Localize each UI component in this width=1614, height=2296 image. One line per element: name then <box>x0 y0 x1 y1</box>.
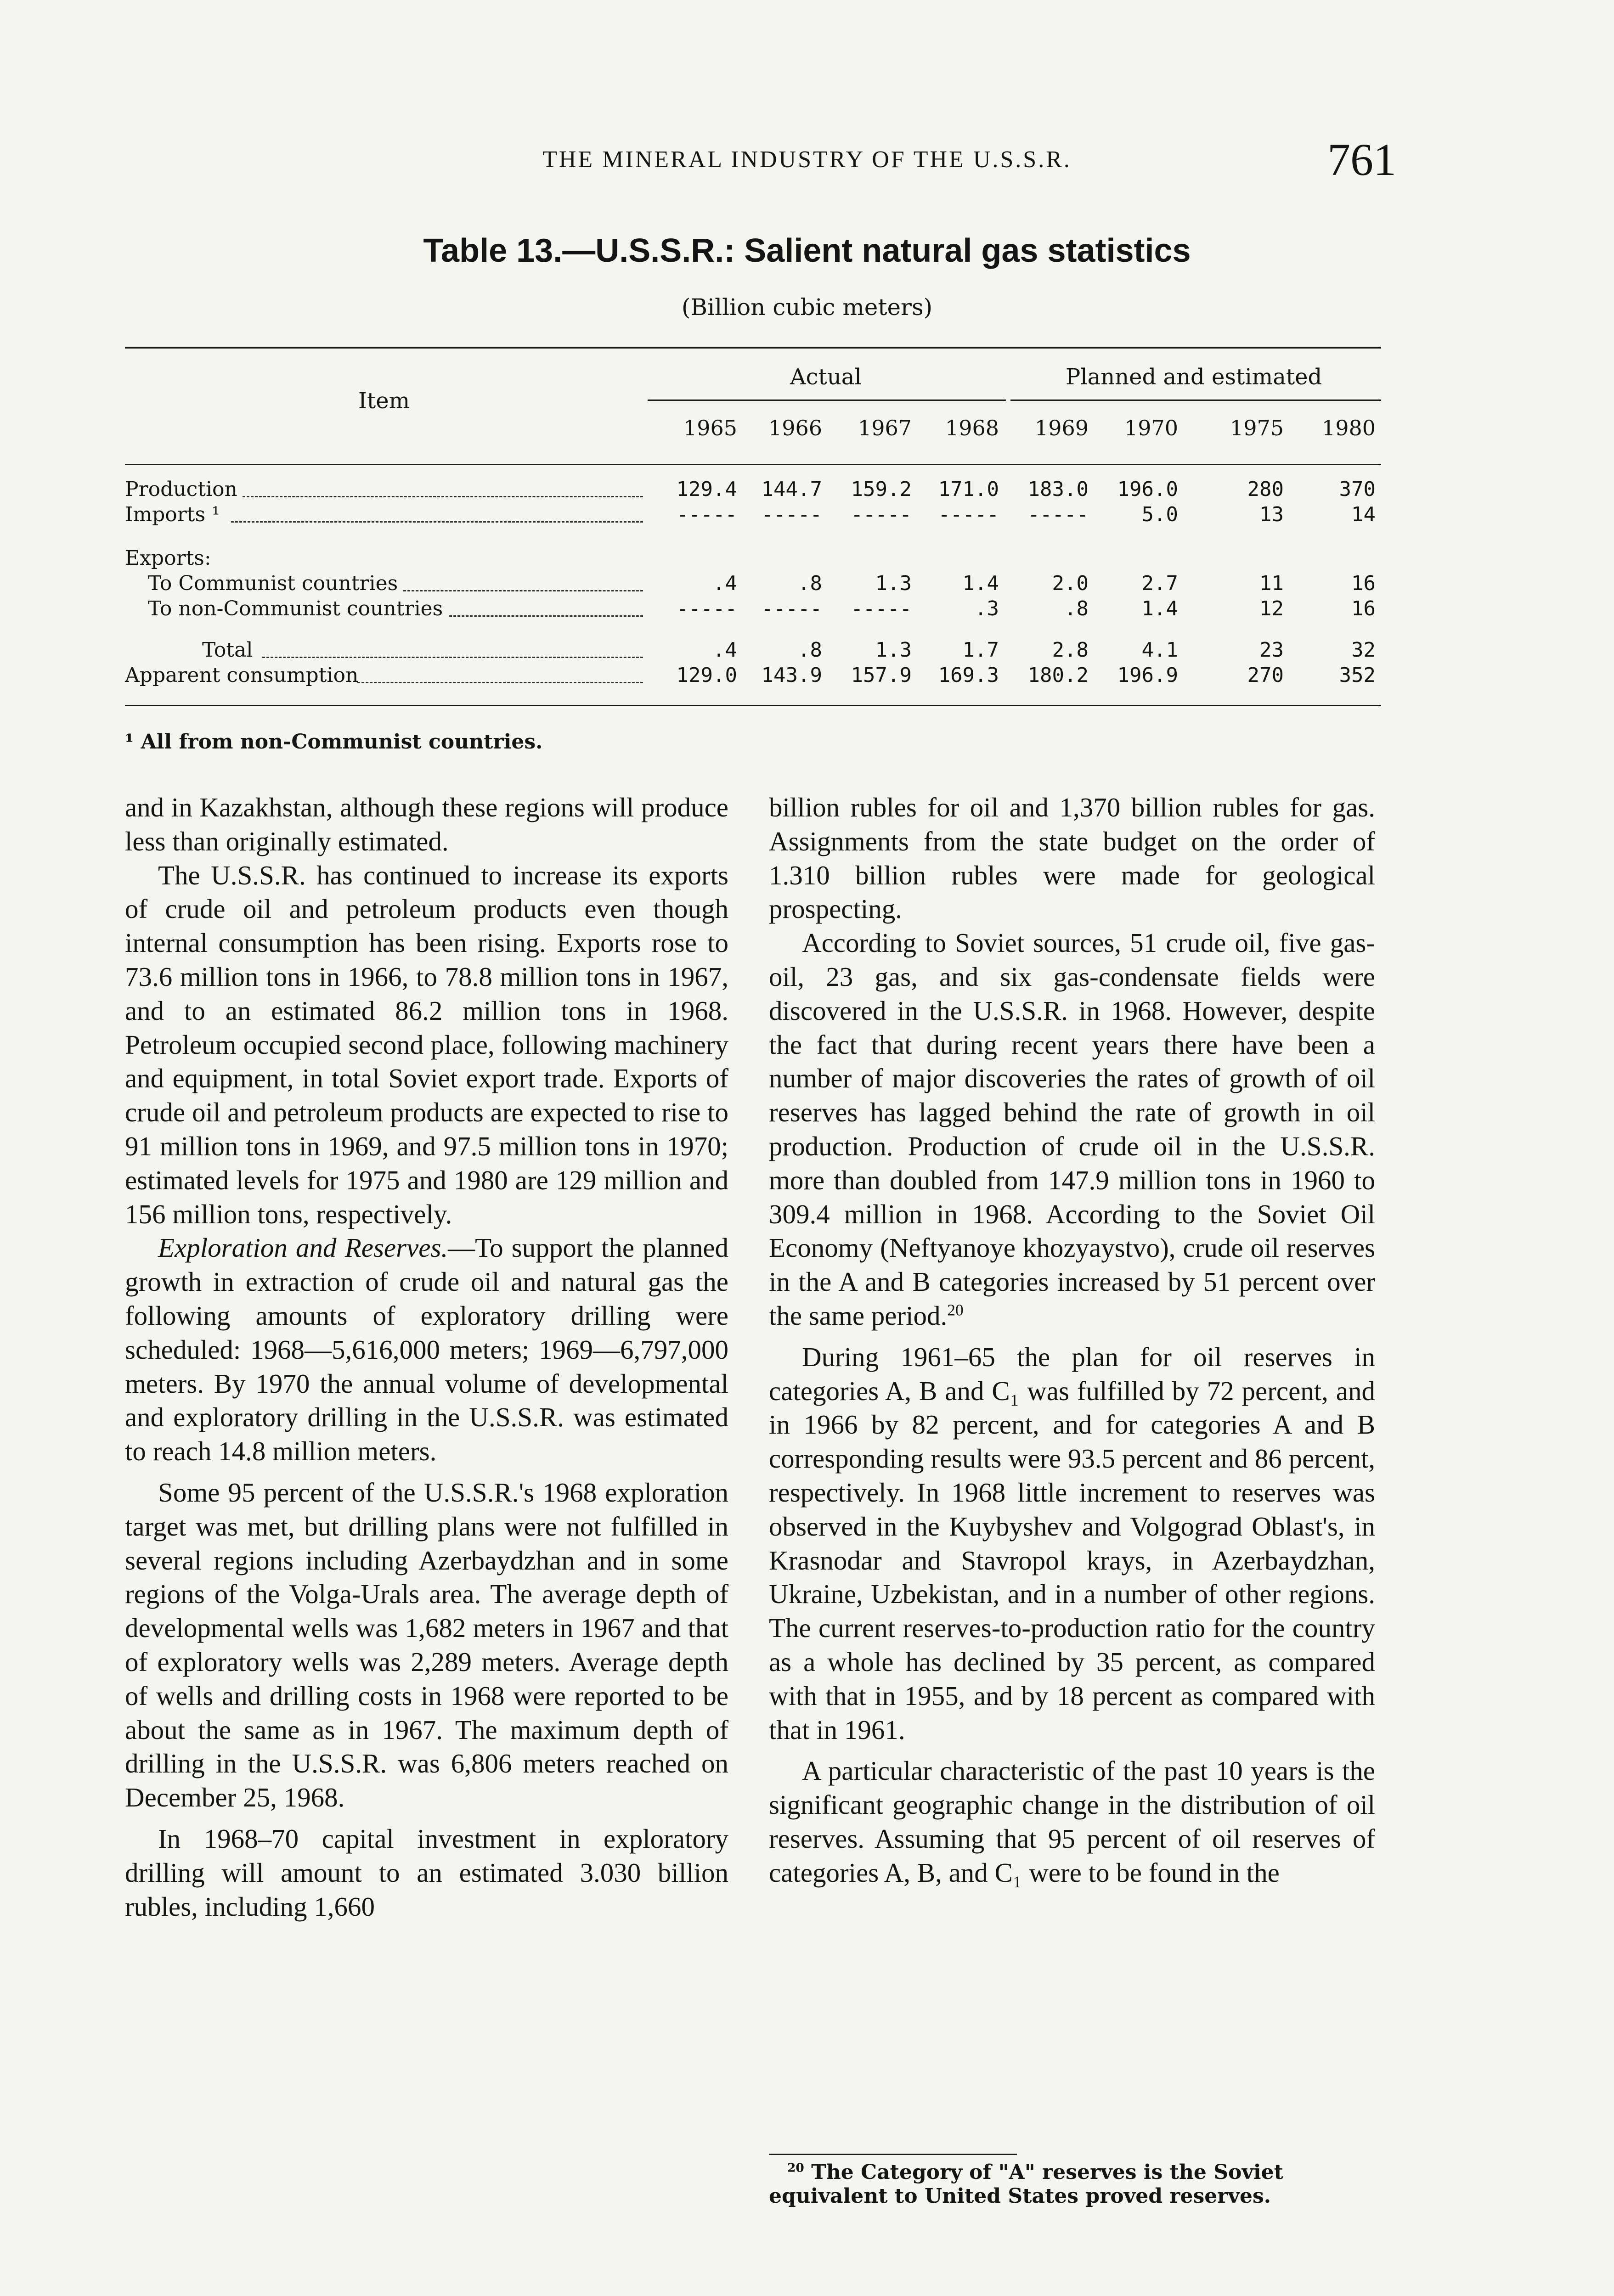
header-bottom-rule <box>125 464 1381 465</box>
paragraph <box>769 926 1375 1333</box>
table-cell: 196.0 <box>1117 478 1178 501</box>
paragraph: During 1961–65 the plan for oil reserves in categories A, B and C₁ was fulfilled by 72 percent, and in 1966 by 82 percent, and for categories A and B corresponding results were 93.5 percent and 86 percent, respectively. In 1968 little increment to reserves was observed in the Kuybyshev and Volgograd Oblast's, in Krasnodar and Stavropol krays, in Azerbaydzhan, Ukraine, Uzbekistan, and in a number of other regions. The current reserves-to-production ratio for the country as a whole has declined by 35 percent, as compared with that in 1955, and by 18 percent as compared with that in 1961. <box>769 1341 1375 1745</box>
page-footnote <box>769 2161 1375 2208</box>
table-cell: .3 <box>975 597 999 620</box>
running-head: THE MINERAL INDUSTRY OF THE U.S.S.R. <box>542 146 1072 173</box>
year-header: 1975 <box>1230 416 1284 440</box>
table-cell: 4.1 <box>1141 638 1178 662</box>
table-subtitle: (Billion cubic meters) <box>681 294 933 321</box>
table-cell: 1.4 <box>1141 597 1178 620</box>
table-cell: 129.0 <box>676 664 737 687</box>
table-top-rule <box>125 347 1381 349</box>
table-cell: 2.8 <box>1052 638 1089 662</box>
table-cell: .4 <box>713 572 737 595</box>
table-cell: 1.3 <box>875 572 912 595</box>
table-cell: 13 <box>1259 503 1284 526</box>
table-cell: 16 <box>1351 597 1376 620</box>
row-leader <box>231 521 643 523</box>
table-cell: 370 <box>1339 478 1376 501</box>
table-cell: 11 <box>1259 572 1284 595</box>
table-cell: 144.7 <box>761 478 822 501</box>
table-cell: ----- <box>676 597 737 620</box>
table-cell: .8 <box>1064 597 1089 620</box>
table-cell: 1.4 <box>962 572 999 595</box>
table-cell: ----- <box>938 503 999 526</box>
row-leader <box>403 590 643 591</box>
footnote-rule <box>769 2154 1017 2155</box>
paragraph: The U.S.S.R. has continued to increase its exports of crude oil and petroleum products even though internal consumption has been rising. Exports rose to 73.6 million tons in 1966, to 78.8 million tons in 1967, and to an estimated 86.2 million tons in 1968. Petroleum occupied second place, following machinery and equipment, in total Soviet export trade. Exports of crude oil and petroleum products are expected to rise to 91 million tons in 1969, and 97.5 million tons in 1970; estimated levels for 1975 and 1980 are 129 million and 156 million tons, respectively. <box>125 860 728 1229</box>
table-cell: ----- <box>761 503 822 526</box>
section-text: —To support the planned growth in extraction of crude oil and natural gas the following amounts of exploratory drilling were scheduled: 1968—5,616,000 meters; 1969—6,797,000 meters. By 1970 the annual volume of developmental and exploratory drilling in the U.S.S.R. was estimated to reach 14.8 million meters. <box>125 1232 728 1467</box>
row-label: To Communist countries <box>148 572 398 595</box>
left-column <box>125 791 728 1924</box>
row-label: Exports: <box>125 546 211 570</box>
actual-header: Actual <box>790 364 862 390</box>
footnote-mark: 20 <box>787 2161 804 2175</box>
table-cell: 23 <box>1259 638 1284 662</box>
table-cell: 280 <box>1247 478 1284 501</box>
table-cell: 143.9 <box>761 664 822 687</box>
table-cell: ----- <box>1027 503 1089 526</box>
paragraph <box>125 1231 728 1469</box>
table-title: Table 13.—U.S.S.R.: Salient natural gas statistics <box>423 232 1191 269</box>
table-cell: .8 <box>798 572 822 595</box>
table-cell: .8 <box>798 638 822 662</box>
row-label: Apparent consumption <box>125 664 359 687</box>
row-label: To non-Communist countries <box>148 597 443 620</box>
paragraph: A particular characteristic of the past 10 years is the significant geographic change in the distribution of oil reserves. Assuming that 95 percent of oil reserves of categories A, B, and C₁ were to be found in the <box>769 1756 1375 1888</box>
planned-header: Planned and estimated <box>1066 364 1322 390</box>
table-cell: 159.2 <box>851 478 912 501</box>
right-column <box>769 791 1375 1890</box>
year-header: 1980 <box>1321 416 1376 440</box>
footnote-text: The Category of "A" reserves is the Soviet equivalent to United States proved reserves. <box>769 2161 1283 2208</box>
planned-underline <box>1010 400 1381 401</box>
table-footnote: ¹ All from non-Communist countries. <box>125 730 543 754</box>
year-header: 1966 <box>768 416 822 440</box>
row-leader <box>262 657 643 658</box>
table-cell: 32 <box>1351 638 1376 662</box>
year-header: 1965 <box>683 416 737 440</box>
paragraph: In 1968–70 capital investment in exploratory drilling will amount to an estimated 3.030 billion rubles, including 1,660 <box>125 1823 728 1922</box>
table-cell: 352 <box>1339 664 1376 687</box>
paragraph: billion rubles for oil and 1,370 billion rubles for gas. Assignments from the state budget on the order of 1.310 billion rubles were made for geological prospecting. <box>769 792 1375 924</box>
row-label: Total <box>202 638 253 662</box>
row-leader <box>357 682 643 683</box>
row-label: Production <box>125 478 237 501</box>
section-heading: Exploration and Reserves. <box>158 1232 448 1263</box>
table-cell: 16 <box>1351 572 1376 595</box>
table-cell: 270 <box>1247 664 1284 687</box>
year-header: 1970 <box>1124 416 1178 440</box>
row-leader <box>243 496 643 497</box>
table-cell: ----- <box>851 503 912 526</box>
table-cell: ----- <box>676 503 737 526</box>
page-number: 761 <box>1327 134 1396 185</box>
table-cell: ----- <box>761 597 822 620</box>
table-cell: .4 <box>713 638 737 662</box>
table-bottom-rule <box>125 705 1381 706</box>
paragraph: Some 95 percent of the U.S.S.R.'s 1968 exploration target was met, but drilling plans were not fulfilled in several regions including Azerbaydzhan and in some regions of the Volga-Urals area. The average depth of developmental wells was 1,682 meters in 1967 and that of exploratory wells was 2,289 meters. Average depth of wells and drilling costs in 1968 were reported to be about the same as in 1967. The maximum depth of drilling in the U.S.S.R. was 6,806 meters reached on December 25, 1968. <box>125 1477 728 1813</box>
table-cell: 157.9 <box>851 664 912 687</box>
table-cell: 14 <box>1351 503 1376 526</box>
table-cell: 171.0 <box>938 478 999 501</box>
table-cell: 169.3 <box>938 664 999 687</box>
table-cell: 5.0 <box>1141 503 1178 526</box>
footnote-reference: 20 <box>947 1300 964 1319</box>
row-leader <box>449 615 643 617</box>
table-cell: ----- <box>851 597 912 620</box>
year-header: 1968 <box>945 416 999 440</box>
table-cell: 2.7 <box>1141 572 1178 595</box>
table-cell: 1.7 <box>962 638 999 662</box>
table-cell: 1.3 <box>875 638 912 662</box>
item-header: Item <box>358 388 410 414</box>
table-cell: 180.2 <box>1027 664 1089 687</box>
table-cell: 129.4 <box>676 478 737 501</box>
year-header: 1967 <box>858 416 912 440</box>
table-cell: 12 <box>1259 597 1284 620</box>
year-header: 1969 <box>1034 416 1089 440</box>
paragraph: and in Kazakhstan, although these regions will produce less than originally estimated. <box>125 792 728 856</box>
table-cell: 196.9 <box>1117 664 1178 687</box>
table-cell: 2.0 <box>1052 572 1089 595</box>
paragraph-text: According to Soviet sources, 51 crude oil, five gas-oil, 23 gas, and six gas-condensate fields were discovered in the U.S.S.R. in 1968. However, despite the fact that during recent years there have been a number of major discoveries the rates of growth of oil reserves has lagged behind the rate of growth in oil production. Production of crude oil in the U.S.S.R. more than doubled from 147.9 million tons in 1960 to 309.4 million in 1968. According to the Soviet Oil Economy (Neftyanoye khozyaystvo), crude oil reserves in the A and B categories increased by 51 percent over the same period. <box>769 928 1375 1331</box>
actual-underline <box>648 400 1006 401</box>
row-label: Imports ¹ <box>125 503 220 526</box>
table-cell: 183.0 <box>1027 478 1089 501</box>
